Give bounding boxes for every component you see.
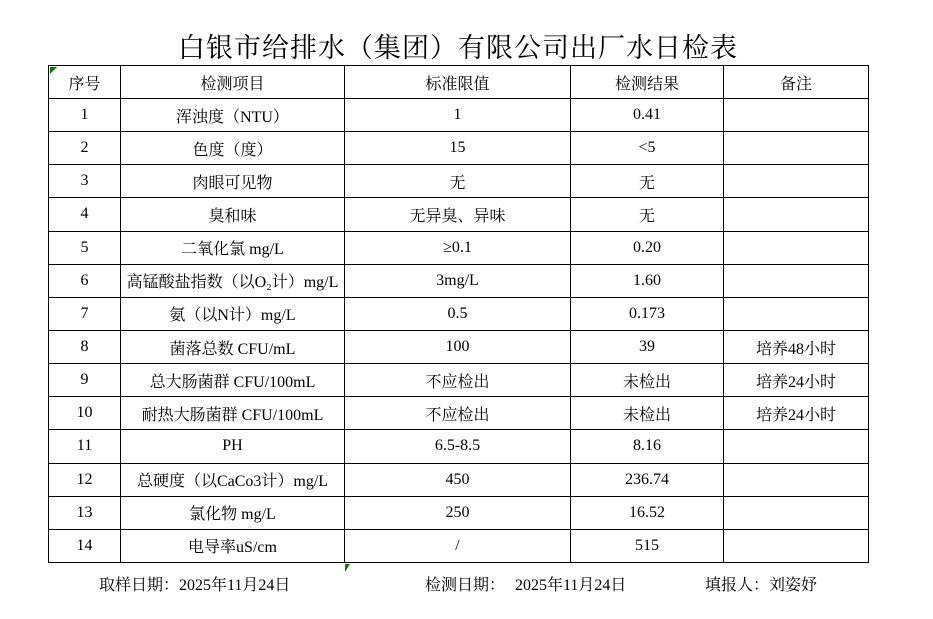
header-remark[interactable]: 备注 [724, 66, 869, 99]
sampling-date-value: 2025年11月24日 [179, 577, 291, 594]
table-row [49, 297, 869, 330]
cell-remark[interactable] [724, 529, 869, 562]
cell-limit[interactable]: 无异臭、异味 [345, 198, 571, 231]
sampling-date [99, 572, 290, 595]
header-limit[interactable]: 标准限值 [345, 66, 571, 99]
cell-remark[interactable] [724, 463, 869, 496]
cell-seq[interactable]: 9 [49, 364, 121, 397]
cell-item[interactable]: 氯化物 mg/L [121, 496, 345, 529]
cell-remark[interactable] [724, 496, 869, 529]
header-result[interactable]: 检测结果 [571, 66, 724, 99]
table-row [49, 132, 869, 165]
cell-remark[interactable] [724, 264, 869, 297]
table-row [49, 231, 869, 264]
cell-seq[interactable]: 1 [49, 99, 121, 132]
cell-seq[interactable]: 8 [49, 330, 121, 363]
table-row [49, 99, 869, 132]
cell-remark[interactable]: 培养48小时 [724, 330, 869, 363]
cell-limit[interactable]: 不应检出 [345, 397, 571, 430]
cell-seq[interactable]: 14 [49, 529, 121, 562]
cell-limit[interactable]: 3mg/L [345, 264, 571, 297]
excel-cell-error-marker-icon [345, 564, 350, 572]
cell-seq[interactable]: 3 [49, 165, 121, 198]
cell-item[interactable]: 肉眼可见物 [121, 165, 345, 198]
cell-seq[interactable]: 11 [49, 430, 121, 463]
cell-remark[interactable] [724, 165, 869, 198]
inspection-table [48, 65, 869, 563]
cell-result[interactable]: 0.41 [571, 99, 724, 132]
cell-item[interactable]: 电导率uS/cm [121, 529, 345, 562]
cell-seq[interactable]: 5 [49, 231, 121, 264]
cell-remark[interactable] [724, 198, 869, 231]
sampling-date-label: 取样日期： [99, 577, 180, 594]
cell-seq[interactable]: 2 [49, 132, 121, 165]
cell-result[interactable]: 515 [571, 529, 724, 562]
cell-item[interactable]: 臭和味 [121, 198, 345, 231]
cell-result[interactable]: 8.16 [571, 430, 724, 463]
cell-item[interactable]: PH [121, 430, 345, 463]
cell-limit[interactable]: 450 [345, 463, 571, 496]
table-row [49, 529, 869, 562]
table-row [49, 463, 869, 496]
cell-remark[interactable]: 培养24小时 [724, 397, 869, 430]
cell-limit[interactable]: 15 [345, 132, 571, 165]
test-date [425, 572, 626, 595]
header-seq[interactable]: 序号 [49, 66, 121, 99]
cell-limit[interactable]: 100 [345, 330, 571, 363]
table-row [49, 397, 869, 430]
header-row [49, 66, 869, 99]
table-row [49, 364, 869, 397]
footer [0, 572, 933, 596]
cell-seq[interactable]: 4 [49, 198, 121, 231]
excel-cell-error-marker-icon [50, 67, 57, 74]
cell-result[interactable]: 无 [571, 165, 724, 198]
page-title: 白银市给排水（集团）有限公司出厂水日检表 [178, 33, 738, 63]
cell-remark[interactable] [724, 297, 869, 330]
cell-item[interactable]: 耐热大肠菌群 CFU/100mL [121, 397, 345, 430]
cell-result[interactable]: 16.52 [571, 496, 724, 529]
reporter [705, 572, 817, 595]
reporter-label: 填报人： [705, 577, 770, 594]
cell-remark[interactable] [724, 99, 869, 132]
cell-seq[interactable]: 13 [49, 496, 121, 529]
cell-item[interactable]: 菌落总数 CFU/mL [121, 330, 345, 363]
cell-limit[interactable]: 250 [345, 496, 571, 529]
cell-result[interactable]: 未检出 [571, 364, 724, 397]
cell-limit[interactable]: / [345, 529, 571, 562]
cell-result[interactable]: 0.20 [571, 231, 724, 264]
cell-limit[interactable]: 0.5 [345, 297, 571, 330]
table-row [49, 264, 869, 297]
cell-result[interactable]: 未检出 [571, 397, 724, 430]
header-item[interactable]: 检测项目 [121, 66, 345, 99]
table-row [49, 198, 869, 231]
cell-result[interactable]: <5 [571, 132, 724, 165]
cell-seq[interactable]: 12 [49, 463, 121, 496]
cell-item[interactable]: 高锰酸盐指数（以O₂计）mg/L [121, 264, 345, 297]
table-row [49, 430, 869, 463]
table-row [49, 330, 869, 363]
cell-limit[interactable]: 无 [345, 165, 571, 198]
cell-item[interactable]: 色度（度） [121, 132, 345, 165]
cell-limit[interactable]: ≥0.1 [345, 231, 571, 264]
table-row [49, 496, 869, 529]
cell-limit[interactable]: 不应检出 [345, 364, 571, 397]
cell-item[interactable]: 二氧化氯 mg/L [121, 231, 345, 264]
cell-result[interactable]: 39 [571, 330, 724, 363]
cell-item[interactable]: 总硬度（以CaCo3计）mg/L [121, 463, 345, 496]
test-date-value: 2025年11月24日 [515, 577, 627, 594]
cell-remark[interactable] [724, 132, 869, 165]
cell-result[interactable]: 0.173 [571, 297, 724, 330]
reporter-value: 刘姿妤 [769, 577, 818, 594]
cell-limit[interactable]: 6.5-8.5 [345, 430, 571, 463]
cell-seq[interactable]: 7 [49, 297, 121, 330]
cell-remark[interactable]: 培养24小时 [724, 364, 869, 397]
cell-seq[interactable]: 6 [49, 264, 121, 297]
cell-seq[interactable]: 10 [49, 397, 121, 430]
table-row [49, 165, 869, 198]
cell-limit[interactable]: 1 [345, 99, 571, 132]
cell-item[interactable]: 氨（以N计）mg/L [121, 297, 345, 330]
cell-remark[interactable] [724, 231, 869, 264]
cell-item[interactable]: 总大肠菌群 CFU/100mL [121, 364, 345, 397]
cell-result[interactable]: 无 [571, 198, 724, 231]
test-date-label: 检测日期： [425, 577, 506, 594]
cell-item[interactable]: 浑浊度（NTU） [121, 99, 345, 132]
cell-result[interactable]: 1.60 [571, 264, 724, 297]
cell-result[interactable]: 236.74 [571, 463, 724, 496]
cell-remark[interactable] [724, 430, 869, 463]
